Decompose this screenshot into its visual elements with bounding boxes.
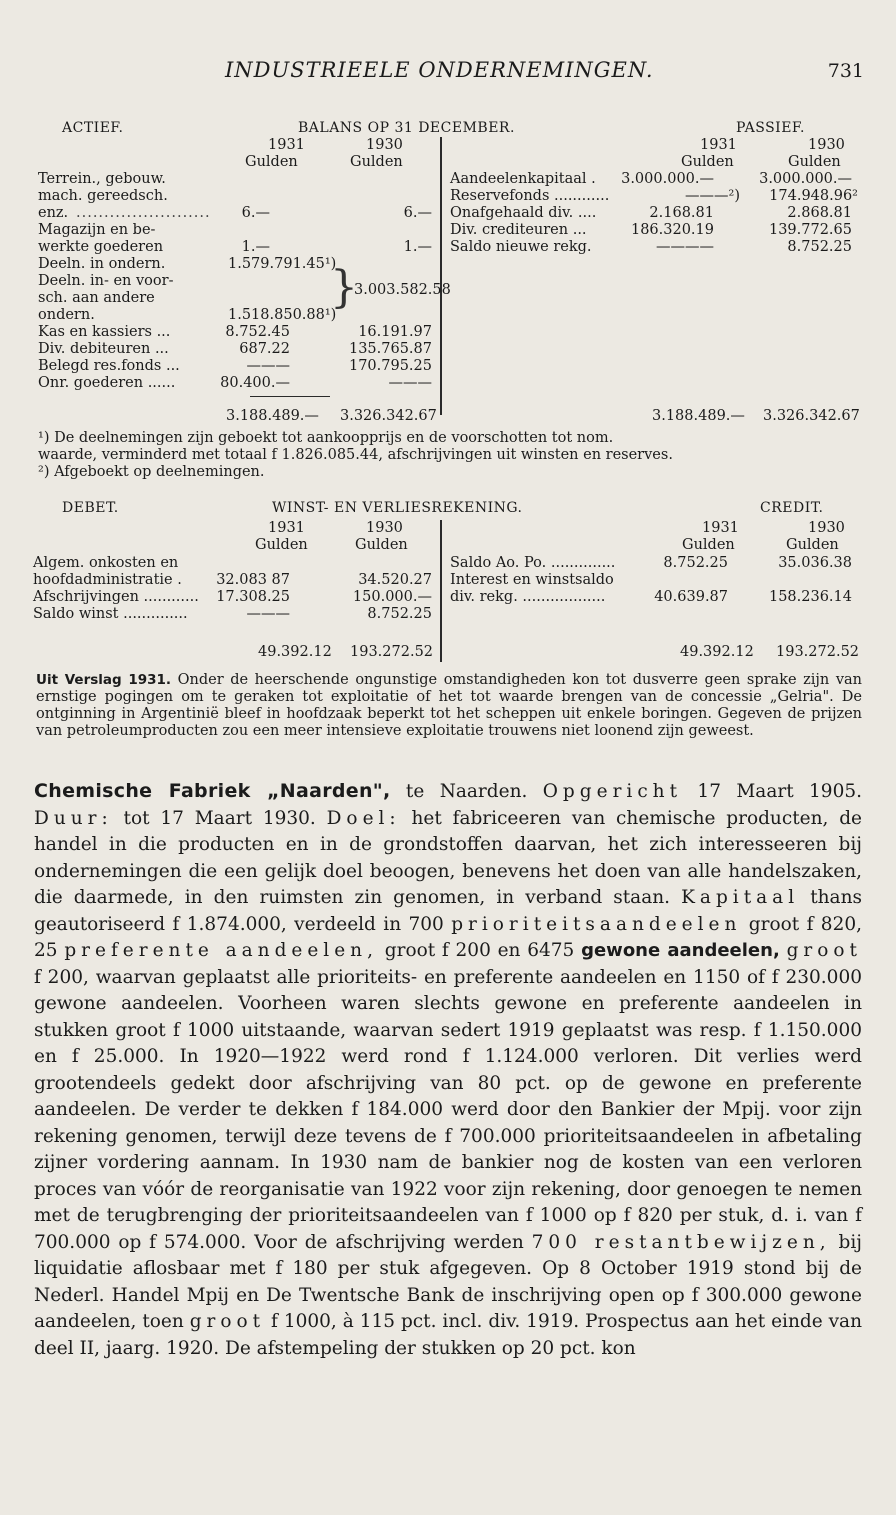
brace-icon: } — [330, 262, 358, 313]
pl-total: 193.272.52 — [776, 644, 860, 660]
bal-total: 3.188.489.— — [652, 408, 745, 424]
bal-cell: 8.752.25 — [787, 239, 852, 255]
pl-cell: 17.308.25 — [216, 589, 290, 605]
keyword-restantbewijzen: 700 restantbewijzen, — [531, 1231, 831, 1253]
balance-divider — [440, 137, 442, 415]
company-text: 17 Maart 1905. — [682, 781, 862, 802]
bal-right-year1: 1931 — [700, 137, 737, 153]
bal-cell: 2.168.81 — [649, 205, 714, 221]
bal-cell: 170.795.25 — [348, 358, 432, 374]
report-text: Onder de heerschende ongunstige omstandigheden kon tot dusverre geen sprake zijn van ernstige pogingen om te geraken tot exploitatie of het tot waarde brengen van de concessie „Gelria". De ontginning in Argentinië bleef in hoofdzaak beperkt tot het scheppen uit enkele boringen. Gegeven de prijzen van petroleumproducten zou een meer intensieve exploitatie trouwens niet loonend zijn geweest. — [36, 672, 862, 739]
bal-total: 3.326.342.67 — [763, 408, 860, 424]
bal-cell: 1.579.791.45¹) — [228, 256, 337, 272]
pl-cell: 40.639.87 — [654, 589, 728, 605]
page-number: 731 — [827, 60, 864, 82]
bal-row-label: Terrein., gebouw. — [38, 171, 166, 187]
pl-row-label: Afschrijvingen ............ — [33, 589, 199, 605]
pl-total: 49.392.12 — [680, 644, 754, 660]
balance-left-heading: ACTIEF. — [62, 120, 124, 136]
bal-cell: 6.— — [403, 205, 432, 221]
bal-cell: 135.765.87 — [348, 341, 432, 357]
bal-row-label: sch. aan andere — [38, 290, 155, 306]
bal-cell: 3.000.000.— — [759, 171, 852, 187]
bal-cell: 1.— — [241, 239, 270, 255]
company-text: groot f 820, 25 — [34, 913, 862, 961]
keyword-opgericht: Opgericht — [542, 781, 683, 802]
annual-report-excerpt — [36, 672, 862, 740]
page-header — [0, 58, 896, 88]
bal-cell: 687.22 — [239, 341, 290, 357]
company-entry — [34, 778, 862, 1362]
bal-cell: 3.000.000.— — [621, 171, 714, 187]
bal-cell: 8.752.45 — [225, 324, 290, 340]
keyword-groot: groot — [786, 940, 862, 961]
footnote-1-cont: waarde, verminderd met totaal f 1.826.085.44, afschrijvingen uit winsten en reserves. — [38, 447, 673, 463]
bal-right-year2: 1930 — [808, 137, 845, 153]
bal-cell: 174.948.96² — [769, 188, 858, 204]
keyword-duur: Duur: — [34, 807, 113, 829]
pl-row-label: Interest en winstsaldo — [450, 572, 614, 588]
bal-row-label: enz. — [38, 205, 69, 221]
pl-left-heading: DEBET. — [62, 500, 119, 516]
bal-cell: ——— — [388, 375, 432, 391]
company-text: bij liquidatie aflosbaar met f 180 per stuk afgegeven. Op 8 October 1919 stond bij de Nederl. Handel Mpij en De Twentsche Bank de inschrijving open op f 300.000 gewone aandeelen, toen — [34, 1231, 862, 1332]
pl-total: 49.392.12 — [258, 644, 332, 660]
pl-row-label: div. rekg. .................. — [450, 589, 606, 605]
keyword-preferente-aandeelen: preferente aandeelen, — [64, 940, 378, 961]
bal-row-label: Deeln. in ondern. — [38, 256, 166, 272]
pl-row-label: Algem. onkosten en — [33, 555, 179, 571]
bal-cell: 1.— — [403, 239, 432, 255]
pl-title: WINST- EN VERLIESREKENING. — [272, 500, 523, 516]
bal-row-label: Div. debiteuren ... — [38, 341, 169, 357]
bal-cell: 80.400.— — [220, 375, 290, 391]
pl-left-unit2: Gulden — [355, 537, 408, 553]
pl-cell: 35.036.38 — [778, 555, 852, 571]
running-title: INDUSTRIEELE ONDERNEMINGEN. — [225, 58, 654, 82]
bal-cell: ———²) — [685, 188, 740, 204]
balance-right-heading: PASSIEF. — [736, 120, 805, 136]
keyword-doel: Doel: — [326, 807, 401, 829]
bal-row-label: Aandeelenkapitaal . — [450, 171, 596, 187]
keyword-groot-2: groot — [189, 1311, 266, 1332]
document-page: INDUSTRIEELE ONDERNEMINGEN. 731 ACTIEF. BALANS OP 31 DECEMBER. PASSIEF. 1931 1930 Gulden Gulden 1931 1930 Gulden Gulden Terrein., gebouw. mach. gereedsch. enz. ........................ 6.— 6.— Magazijn en be- werkte goederen 1.— 1.— Deeln. in ondern. 1.579.791.45¹) Deeln. in- en voor- sch. aan andere ondern. 1.518.850.88¹) } 3.003.582.58 Kas en kassiers ... 8.752.45 16.191.97 Div. debiteuren ... 687.22 135.765.87 Belegd res.fonds ... ——— 170.795.25 Onr. goederen ...... 80.400.— ——— Aandeelenkapitaal . 3.000.000.— 3.000.000.— Reservefonds ............ ———²) 174.948.96² Onafgehaald div. .... 2.168.81 2.868.81 Div. crediteuren ... 186.320.19 139.772.65 Saldo nieuwe rekg. ———— 8.752.25 3.188.489.— 3.326.342.67 3.188.489.— 3.326.342.67 ¹) De deelnemingen zijn geboekt tot aankoopprijs en de voorschotten tot nom. waarde, verminderd met totaal f 1.826.085.44, afschrijvingen uit winsten en reserves. ²) Afgeboekt op deelnemingen. DEBET. WINST- EN VERLIESREKENING. CREDIT. 1931 1930 Gulden Gulden 1931 1930 Gulden Gulden Algem. onkosten en hoofdadministratie . 32.083 87 34.520.27 Afschrijvingen ............ 17.308.25 150.000.— Saldo winst .............. ——— 8.752.25 Saldo Ao. Po. .............. 8.752.25 35.036.38 Interest en winstsaldo div. rekg. .................. 40.639.87 158.236.14 49.392.12 193.272.52 49.392.12 193.272.52 Uit Verslag 1931. Onder de heerschende ongunstige omstandigheden kon tot dusverre geen sprake zijn van ernstige pogingen om te geraken tot exploitatie of het tot waarde brengen van de concessie „Gelria". De ontginning in Argentinië bleef in hoofdzaak beperkt tot het scheppen uit enkele boringen. Gegeven de prijzen van petroleumproducten zou een meer intensieve exploitatie trouwens niet loonend zijn geweest. Chemische Fabriek „Naarden", te Naarden. Opgericht 17 Maart 1905. Duur: tot 17 Maart 1930. Doel: het fabriceeren van chemische producten, de handel in die producten en in de grondstoffen daarvan, het zich interesseeren bij ondernemingen die een gelijk doel beoogen, benevens het doen van alle handelszaken, die daarmede, in den ruimsten zin genomen, in verband staan. Kapitaal thans geautoriseerd f 1.874.000, verdeeld in 700 prioriteitsaandeelen groot f 820, 25 preferente aandeelen, groot f 200 en 6475 gewone aandeelen, groot f 200, waarvan geplaatst alle prioriteits- en preferente aandeelen en 1150 of f 230.000 gewone aandeelen. Voorheen waren slechts gewone en preferente aandeelen in stukken groot f 1000 uitstaande, waarvan sedert 1919 geplaatst was resp. f 1.150.000 en f 25.000. In 1920—1922 werd rond f 1.124.000 verloren. Dit verlies werd grootendeels gedekt door afschrijving van 80 pct. op de gewone en preferente aandeelen. De verder te dekken f 184.000 werd door den Bankier der Mpij. voor zijn rekening genomen, terwijl deze tevens de f 700.000 prioriteitsaandeelen in afbetaling zijner vordering aannam. In 1930 nam de bankier nog de kosten van een verloren proces van vóór de reorganisatie van 1922 voor zijn rekening, door genoegen te nemen met de terugbrenging der prioriteitsaandeelen van f 1000 op f 820 per stuk, d. i. van f 700.000 op f 574.000. Voor de afschrijving werden 700 restantbewijzen, bij liquidatie aflosbaar met f 180 per stuk afgegeven. Op 8 October 1919 stond bij de Nederl. Handel Mpij en De Twentsche Bank de inschrijving open op f 300.000 gewone aandeelen, toen groot f 1000, à 115 pct. incl. div. 1919. Prospectus aan het einde van deel II, jaarg. 1920. De afstempeling der stukken op 20 pct. kon — [0, 0, 896, 1515]
company-text: tot 17 Maart 1930. — [112, 807, 327, 829]
pl-total: 193.272.52 — [350, 644, 434, 660]
bal-row-label: Div. crediteuren ... — [450, 222, 587, 238]
bal-row-label: ondern. — [38, 307, 95, 323]
balance-title: BALANS OP 31 DECEMBER. — [298, 120, 515, 136]
pl-right-unit1: Gulden — [682, 537, 735, 553]
pl-right-heading: CREDIT. — [760, 500, 824, 516]
bal-row-label: Reservefonds ............ — [450, 188, 610, 204]
pl-cell: 32.083 87 — [216, 572, 290, 588]
bal-right-unit2: Gulden — [788, 154, 841, 170]
pl-cell: 34.520.27 — [358, 572, 432, 588]
footnote-2: ²) Afgeboekt op deelnemingen. — [38, 464, 265, 480]
bal-row-label: Deeln. in- en voor- — [38, 273, 174, 289]
company-text — [780, 940, 787, 961]
pl-right-year2: 1930 — [808, 520, 845, 536]
bal-cell: 2.868.81 — [787, 205, 852, 221]
bal-cell: 186.320.19 — [630, 222, 714, 238]
pl-cell: 8.752.25 — [367, 606, 432, 622]
company-text: groot f 200 en 6475 — [377, 940, 582, 961]
bal-row-label: Kas en kassiers ... — [38, 324, 171, 340]
company-text: te Naarden. — [390, 781, 543, 802]
company-text: f 200, waarvan geplaatst alle prioriteits- en preferente aandeelen en 1150 of f 230.000 gewone aandeelen. Voorheen waren slechts gewone en preferente aandeelen in stukken groot f 1000 uitstaande, waarvan sedert 1919 geplaatst was resp. f 1.150.000 en f 25.000. In 1920—1922 werd rond f 1.124.000 verloren. Dit verlies werd grootendeels gedekt door afschrijving van 80 pct. op de gewone en preferente aandeelen. De verder te dekken f 184.000 werd door den Bankier der Mpij. voor zijn rekening genomen, terwijl deze tevens de f 700.000 prioriteitsaandeelen in afbetaling zijner vordering aannam. In 1930 nam de bankier nog de kosten van een verloren proces van vóór de reorganisatie van 1922 voor zijn rekening, door genoegen te nemen met de terugbrenging der prioriteitsaandeelen van f 1000 op f 820 per stuk, d. i. van f 700.000 op f 574.000. Voor de afschrijving werden — [34, 966, 862, 1253]
pl-right-unit2: Gulden — [786, 537, 839, 553]
pl-divider — [440, 520, 442, 662]
pl-cell: ——— — [246, 606, 290, 622]
bal-left-unit2: Gulden — [350, 154, 403, 170]
bal-cell: 6.— — [241, 205, 270, 221]
pl-cell: 158.236.14 — [768, 589, 852, 605]
bal-row-label: Saldo nieuwe rekg. — [450, 239, 592, 255]
bal-row-label: Onr. goederen ...... — [38, 375, 176, 391]
bal-row-label: Magazijn en be- — [38, 222, 156, 238]
bal-right-unit1: Gulden — [681, 154, 734, 170]
company-name: Chemische Fabriek „Naarden", — [34, 780, 391, 802]
pl-left-year1: 1931 — [268, 520, 305, 536]
company-text: f 1000, à 115 pct. incl. div. 1919. Prospectus aan het einde van deel II, jaarg. 1920. De afstempeling der stukken op 20 pct. kon — [34, 1311, 863, 1359]
pl-left-unit1: Gulden — [255, 537, 308, 553]
bal-cell: 3.003.582.58 — [354, 282, 451, 298]
company-text: thans geautoriseerd f 1.874.000, verdeeld in 700 — [34, 887, 862, 935]
pl-row-label: Saldo winst .............. — [33, 606, 188, 622]
bal-row-label: mach. gereedsch. — [38, 188, 168, 204]
bal-left-unit1: Gulden — [245, 154, 298, 170]
pl-row-label: hoofdadministratie . — [33, 572, 182, 588]
pl-row-label: Saldo Ao. Po. .............. — [450, 555, 616, 571]
pl-cell: 150.000.— — [352, 589, 432, 605]
bal-cell: 16.191.97 — [358, 324, 432, 340]
bal-left-year2: 1930 — [366, 137, 403, 153]
pl-left-year2: 1930 — [366, 520, 403, 536]
company-text: het fabriceeren van chemische producten, de handel in die producten en in de grondstoffen daarvan, het zich interesseeren bij ondernemingen die een gelijk doel beoogen, benevens het doen van alle handelszaken, die daarmede, in den ruimsten zin genomen, in verband staan. — [34, 807, 862, 908]
keyword-gewone-aandeelen: gewone aandeelen, — [581, 940, 780, 961]
bal-row-label: Belegd res.fonds ... — [38, 358, 180, 374]
bal-cell: ——— — [246, 358, 290, 374]
footnote-1: ¹) De deelnemingen zijn geboekt tot aankoopprijs en de voorschotten tot nom. — [38, 430, 614, 446]
bal-row-label: Onafgehaald div. .... — [450, 205, 597, 221]
report-lead: Uit Verslag 1931. — [36, 672, 172, 688]
keyword-kapitaal: Kapitaal — [681, 887, 800, 908]
bal-row-label: werkte goederen — [38, 239, 164, 255]
bal-cell: 139.772.65 — [768, 222, 852, 238]
pl-right-year1: 1931 — [702, 520, 739, 536]
bal-total: 3.188.489.— — [226, 408, 319, 424]
bal-left-year1: 1931 — [268, 137, 305, 153]
bal-cell: ———— — [656, 239, 714, 255]
bal-cell: 1.518.850.88¹) — [228, 307, 337, 323]
bal-total: 3.326.342.67 — [340, 408, 437, 424]
pl-cell: 8.752.25 — [663, 555, 728, 571]
keyword-prioriteitsaandeelen: prioriteitsaandeelen — [451, 913, 742, 935]
